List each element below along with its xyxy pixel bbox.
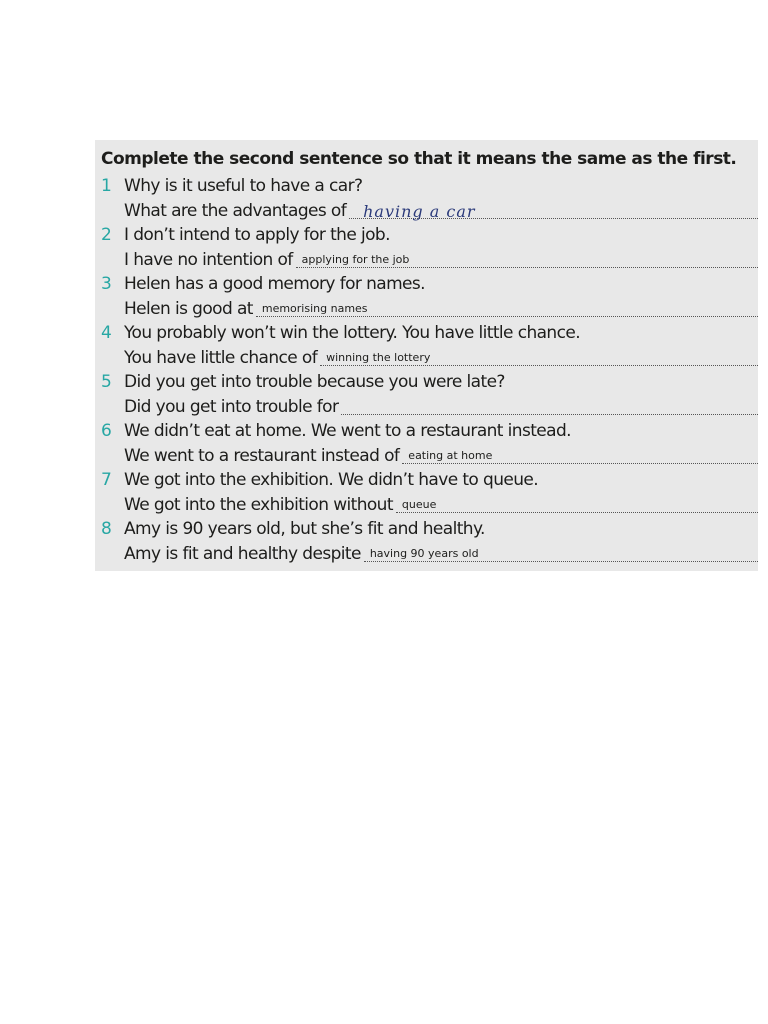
- original-sentence: Why is it useful to have a car?: [124, 176, 363, 196]
- exercise-item-1: [101, 174, 758, 223]
- rewrite-line: [124, 395, 758, 420]
- answer-text: applying for the job: [301, 253, 410, 266]
- answer-blank[interactable]: [296, 247, 758, 268]
- rewrite-prompt: We went to a restaurant instead of: [124, 445, 400, 466]
- rewrite-prompt: What are the advantages of: [124, 200, 347, 221]
- answer-blank[interactable]: [256, 296, 758, 317]
- rewrite-prompt: You have little chance of: [124, 347, 318, 368]
- exercise-item-8: [101, 517, 758, 566]
- original-sentence: I don’t intend to apply for the job.: [124, 225, 390, 245]
- exercise-item-4: [101, 321, 758, 370]
- exercise-item-7: [101, 468, 758, 517]
- item-number: 6: [101, 421, 112, 441]
- exercise-item-5: [101, 370, 758, 419]
- rewrite-prompt: I have no intention of: [124, 249, 293, 270]
- item-number: 1: [101, 176, 112, 196]
- answer-text: having a car: [363, 202, 476, 221]
- item-number: 8: [101, 519, 112, 539]
- original-sentence: You probably won’t win the lottery. You have little chance.: [124, 323, 581, 343]
- answer-text: eating at home: [408, 449, 493, 462]
- rewrite-line: [124, 248, 758, 273]
- answer-blank[interactable]: [364, 541, 758, 562]
- answer-text: queue: [401, 498, 437, 511]
- original-sentence: Did you get into trouble because you were late?: [124, 372, 505, 392]
- rewrite-prompt: Did you get into trouble for: [124, 396, 339, 417]
- rewrite-line: [124, 297, 758, 322]
- answer-blank[interactable]: [402, 443, 758, 464]
- exercise-panel: [95, 140, 758, 571]
- rewrite-line: [124, 444, 758, 469]
- item-number: 3: [101, 274, 112, 294]
- rewrite-prompt: We got into the exhibition without: [124, 494, 393, 515]
- rewrite-prompt: Amy is fit and healthy despite: [124, 543, 361, 564]
- rewrite-line: [124, 346, 758, 371]
- rewrite-prompt: Helen is good at: [124, 298, 253, 319]
- exercise-item-2: [101, 223, 758, 272]
- answer-text: having 90 years old: [369, 547, 479, 560]
- rewrite-line: [124, 542, 758, 567]
- answer-blank[interactable]: [341, 394, 758, 415]
- item-number: 2: [101, 225, 112, 245]
- instruction-heading: Complete the second sentence so that it means the same as the first.: [101, 149, 737, 169]
- item-number: 5: [101, 372, 112, 392]
- answer-blank[interactable]: [349, 198, 758, 219]
- rewrite-line: [124, 199, 758, 224]
- answer-blank[interactable]: [396, 492, 758, 513]
- original-sentence: We got into the exhibition. We didn’t have to queue.: [124, 470, 539, 490]
- item-number: 7: [101, 470, 112, 490]
- original-sentence: We didn’t eat at home. We went to a restaurant instead.: [124, 421, 571, 441]
- original-sentence: Amy is 90 years old, but she’s fit and healthy.: [124, 519, 485, 539]
- item-number: 4: [101, 323, 112, 343]
- rewrite-line: [124, 493, 758, 518]
- exercise-item-6: [101, 419, 758, 468]
- original-sentence: Helen has a good memory for names.: [124, 274, 425, 294]
- answer-text: winning the lottery: [326, 351, 431, 364]
- exercise-item-3: [101, 272, 758, 321]
- answer-text: memorising names: [261, 302, 368, 315]
- answer-blank[interactable]: [320, 345, 758, 366]
